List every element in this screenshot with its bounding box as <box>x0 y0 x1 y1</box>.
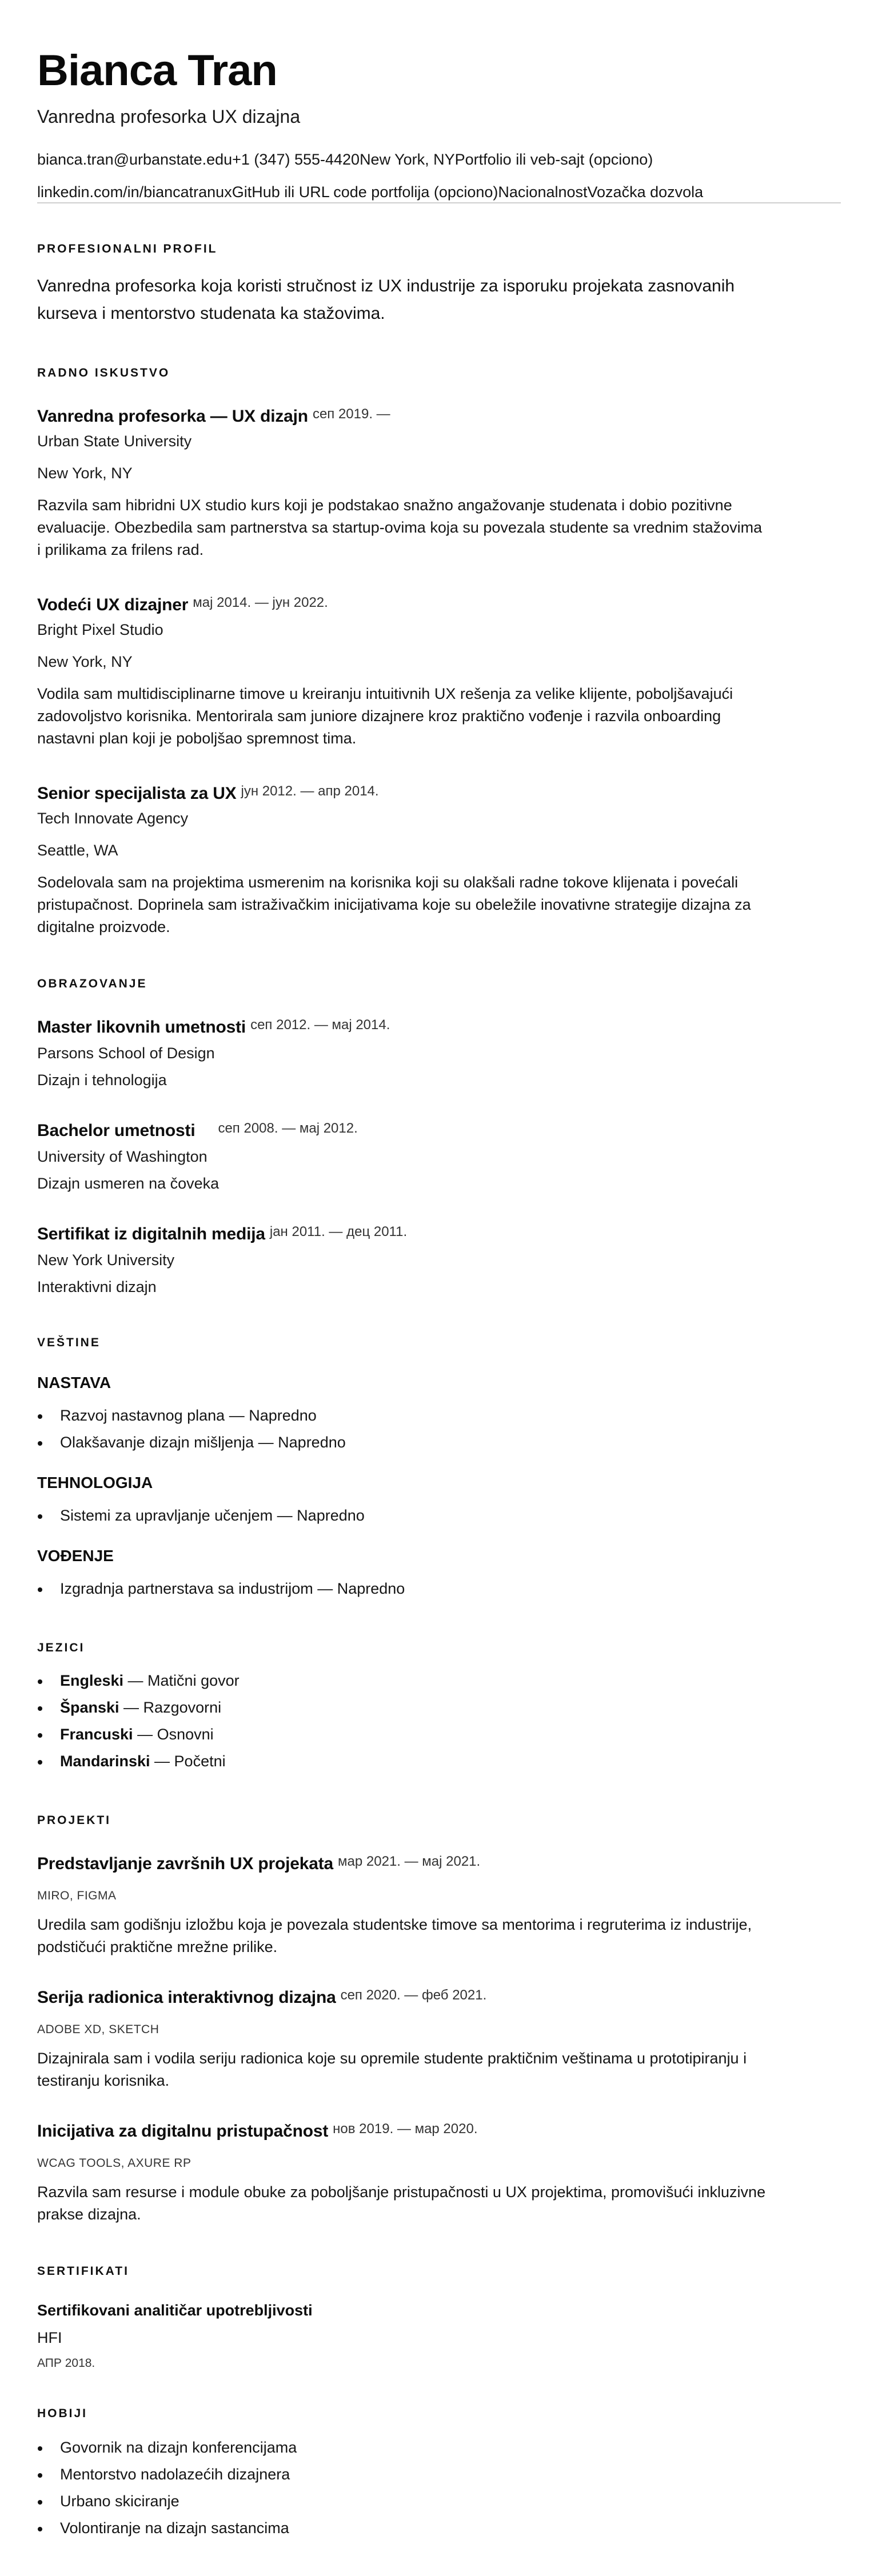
language-level: — Početni <box>150 1753 226 1770</box>
education-item <box>37 1117 841 1194</box>
project-title: Inicijativa za digitalnu pristupačnost <box>37 2122 329 2141</box>
certification-date: АПР 2018. <box>37 2357 95 2370</box>
experience-item <box>37 403 841 561</box>
education-item <box>37 1221 841 1297</box>
section-heading: OBRAZOVANJE <box>37 977 147 990</box>
description-line: Razvila sam hibridni UX studio kurs koji je podstakao snažno angažovanje studenata i dobio pozitivne <box>37 497 732 514</box>
job-company: Bright Pixel Studio <box>37 621 163 638</box>
description-line: zadovoljstvo korisnika. Mentorirala sam juniore dizajnere kroz praktično vođenje i razvila onboarding <box>37 707 721 725</box>
section-experience <box>37 365 841 938</box>
candidate-name: Bianca Tran <box>37 46 277 95</box>
language-name: Mandarinski <box>60 1753 150 1770</box>
degree-row <box>37 1117 841 1142</box>
contact-nationality: Nacionalnost <box>498 183 588 201</box>
description-line: Vodila sam multidisciplinarne timove u kreiranju intuitivnih UX rešenja za velike klijente, poboljšavajući <box>37 685 733 702</box>
contact-email[interactable]: bianca.tran@urbanstate.edu <box>37 151 233 168</box>
section-heading: HOBIJI <box>37 2407 88 2420</box>
section-education <box>37 976 841 1297</box>
project-title-row <box>37 1850 841 1875</box>
skill-list <box>37 1402 841 1456</box>
section-hobbies <box>37 2406 841 2542</box>
language-item <box>37 1694 841 1721</box>
project-title: Serija radionica interaktivnog dizajna <box>37 1988 336 2007</box>
section-heading: RADNO ISKUSTVO <box>37 366 170 379</box>
language-level: — Osnovni <box>133 1726 214 1743</box>
language-list <box>37 1667 841 1775</box>
description-line: digitalne proizvode. <box>37 918 170 935</box>
experience-item <box>37 591 841 750</box>
job-location: New York, NY <box>37 465 133 482</box>
job-title: Vodeći UX dizajner <box>37 595 189 614</box>
project-title: Predstavljanje završnih UX projekata <box>37 1854 334 1873</box>
degree-title: Master likovnih umetnosti <box>37 1018 246 1037</box>
description-line: podstičući praktične mrežne prilike. <box>37 1938 278 1955</box>
education-field: Dizajn usmeren na čoveka <box>37 1175 220 1192</box>
education-date: јан 2011. — дец 2011. <box>269 1224 408 1239</box>
project-title-row <box>37 1984 841 2009</box>
job-title-row <box>37 591 841 617</box>
section-profile <box>37 241 841 327</box>
section-languages <box>37 1640 841 1775</box>
project-tools: ADOBE XD, SKETCH <box>37 2023 159 2036</box>
description-line: Sodelovala sam na projektima usmerenim na korisnika koji su olakšali radne tokove klijenata i povećali <box>37 874 739 891</box>
candidate-title: Vanredna profesorka UX dizajna <box>37 106 301 127</box>
project-tools: WCAG TOOLS, AXURE RP <box>37 2157 191 2170</box>
job-title-row <box>37 403 841 428</box>
section-skills <box>37 1335 841 1602</box>
profile-summary <box>37 273 841 327</box>
job-description <box>37 871 841 938</box>
description-line: Dizajnirala sam i vodila seriju radionica koje su opremile studente praktičnim veštinama u prototipiranju i <box>37 2050 747 2067</box>
skill-group-title: TEHNOLOGIJA <box>37 1474 153 1491</box>
language-name: Španski <box>60 1699 119 1716</box>
skill-list <box>37 1575 841 1602</box>
description-line: nastavni plan koji je poboljšao spremnost tima. <box>37 730 357 747</box>
language-name: Francuski <box>60 1726 133 1743</box>
contact-portfolio[interactable]: Portfolio ili veb-sajt (opciono) <box>454 151 653 168</box>
header-divider <box>37 202 841 203</box>
skill-group-title: VOĐENJE <box>37 1547 114 1565</box>
certification-item <box>37 2300 841 2371</box>
job-location: Seattle, WA <box>37 842 118 859</box>
section-projects <box>37 1813 841 2226</box>
job-date: сеп 2019. — <box>312 406 390 422</box>
contact-line-primary <box>37 149 841 170</box>
job-title: Senior specijalista za UX <box>37 784 237 803</box>
job-title: Vanredna profesorka — UX dizajn <box>37 407 308 426</box>
education-school: New York University <box>37 1251 175 1269</box>
resume-page <box>37 0 841 2542</box>
job-date: мај 2014. — јун 2022. <box>193 595 328 610</box>
skill-list <box>37 1502 841 1529</box>
experience-item <box>37 780 841 938</box>
section-certifications <box>37 2263 841 2371</box>
education-field: Interaktivni dizajn <box>37 1278 157 1295</box>
project-item <box>37 2118 841 2226</box>
degree-row <box>37 1014 841 1039</box>
language-item <box>37 1667 841 1694</box>
certification-issuer: HFI <box>37 2329 62 2346</box>
job-company: Tech Innovate Agency <box>37 810 189 827</box>
degree-title: Bachelor umetnosti <box>37 1121 195 1140</box>
skill-item: Razvoj nastavnog plana — Napredno <box>37 1402 841 1429</box>
description-line: Razvila sam resurse i module obuke za poboljšanje pristupačnosti u UX projektima, promovišući inkluzivne <box>37 2183 766 2201</box>
hobby-item: Urbano skiciranje <box>37 2488 841 2515</box>
description-line: i prilikama za frilens rad. <box>37 541 204 558</box>
section-heading: VEŠTINE <box>37 1336 101 1349</box>
job-company: Urban State University <box>37 433 192 450</box>
project-title-row <box>37 2118 841 2143</box>
description-line: prakse dizajna. <box>37 2206 141 2223</box>
project-item <box>37 1850 841 1958</box>
language-item <box>37 1748 841 1775</box>
project-date: мар 2021. — мај 2021. <box>338 1854 481 1869</box>
job-title-row <box>37 780 841 805</box>
contact-phone[interactable]: +1 (347) 555-4420 <box>232 151 360 168</box>
language-level: — Razgovorni <box>119 1699 222 1716</box>
education-date: сеп 2008. — мај 2012. <box>218 1121 358 1136</box>
hobby-item: Mentorstvo nadolazećih dizajnera <box>37 2461 841 2488</box>
section-heading: PROJEKTI <box>37 1814 111 1827</box>
job-date: јун 2012. — апр 2014. <box>241 783 379 799</box>
contact-linkedin[interactable]: linkedin.com/in/biancatranux <box>37 183 232 201</box>
job-description <box>37 494 841 561</box>
section-heading: PROFESIONALNI PROFIL <box>37 242 218 255</box>
language-name: Engleski <box>60 1672 124 1689</box>
job-location: New York, NY <box>37 653 133 670</box>
skill-item: Olakšavanje dizajn mišljenja — Napredno <box>37 1429 841 1456</box>
contact-drivers-license: Vozačka dozvola <box>587 183 704 201</box>
project-description <box>37 2181 841 2226</box>
hobby-item: Volontiranje na dizajn sastancima <box>37 2515 841 2542</box>
section-heading: SERTIFIKATI <box>37 2265 129 2278</box>
description-line: pristupačnost. Doprinela sam istraživačkim inicijativama koje su obeležile inovativne strategije dizajna za <box>37 896 751 913</box>
language-level: — Matični govor <box>123 1672 240 1689</box>
skill-item: Izgradnja partnerstava sa industrijom — Napredno <box>37 1575 841 1602</box>
summary-line: kurseva i mentorstvo studenata ka stažovima. <box>37 304 385 323</box>
education-date: сеп 2012. — мај 2014. <box>250 1017 390 1033</box>
hobby-item: Govornik na dizajn konferencijama <box>37 2434 841 2461</box>
contact-line-secondary <box>37 182 841 202</box>
description-line: Uredila sam godišnju izložbu koja je povezala studentske timove sa mentorima i regruterima iz industrije, <box>37 1916 752 1933</box>
project-tools: MIRO, FIGMA <box>37 1889 117 1902</box>
project-description <box>37 1914 841 1958</box>
degree-title: Sertifikat iz digitalnih medija <box>37 1225 265 1243</box>
section-heading: JEZICI <box>37 1641 85 1654</box>
description-line: evaluacije. Obezbedila sam partnerstva sa startup-ovima koja su povezala studente sa vrednim stažovima <box>37 519 763 536</box>
job-description <box>37 683 841 750</box>
degree-row <box>37 1221 841 1246</box>
language-item <box>37 1721 841 1748</box>
skill-item: Sistemi za upravljanje učenjem — Napredno <box>37 1502 841 1529</box>
skill-group-title: NASTAVA <box>37 1374 111 1391</box>
description-line: testiranju korisnika. <box>37 2072 170 2089</box>
hobby-list <box>37 2434 841 2542</box>
project-date: сеп 2020. — феб 2021. <box>340 1987 487 2003</box>
education-school: University of Washington <box>37 1148 207 1165</box>
contact-github[interactable]: GitHub ili URL code portfolija (opciono) <box>232 183 498 201</box>
certification-name: Sertifikovani analitičar upotrebljivosti <box>37 2302 313 2319</box>
project-description <box>37 2047 841 2092</box>
summary-line: Vanredna profesorka koja koristi stručnost iz UX industrije za isporuku projekata zasnovanih <box>37 277 735 295</box>
education-item <box>37 1014 841 1090</box>
project-item <box>37 1984 841 2092</box>
project-date: нов 2019. — мар 2020. <box>333 2121 478 2137</box>
education-school: Parsons School of Design <box>37 1045 215 1062</box>
contact-location: New York, NY <box>360 151 455 168</box>
education-field: Dizajn i tehnologija <box>37 1071 167 1089</box>
resume-header <box>37 45 841 203</box>
